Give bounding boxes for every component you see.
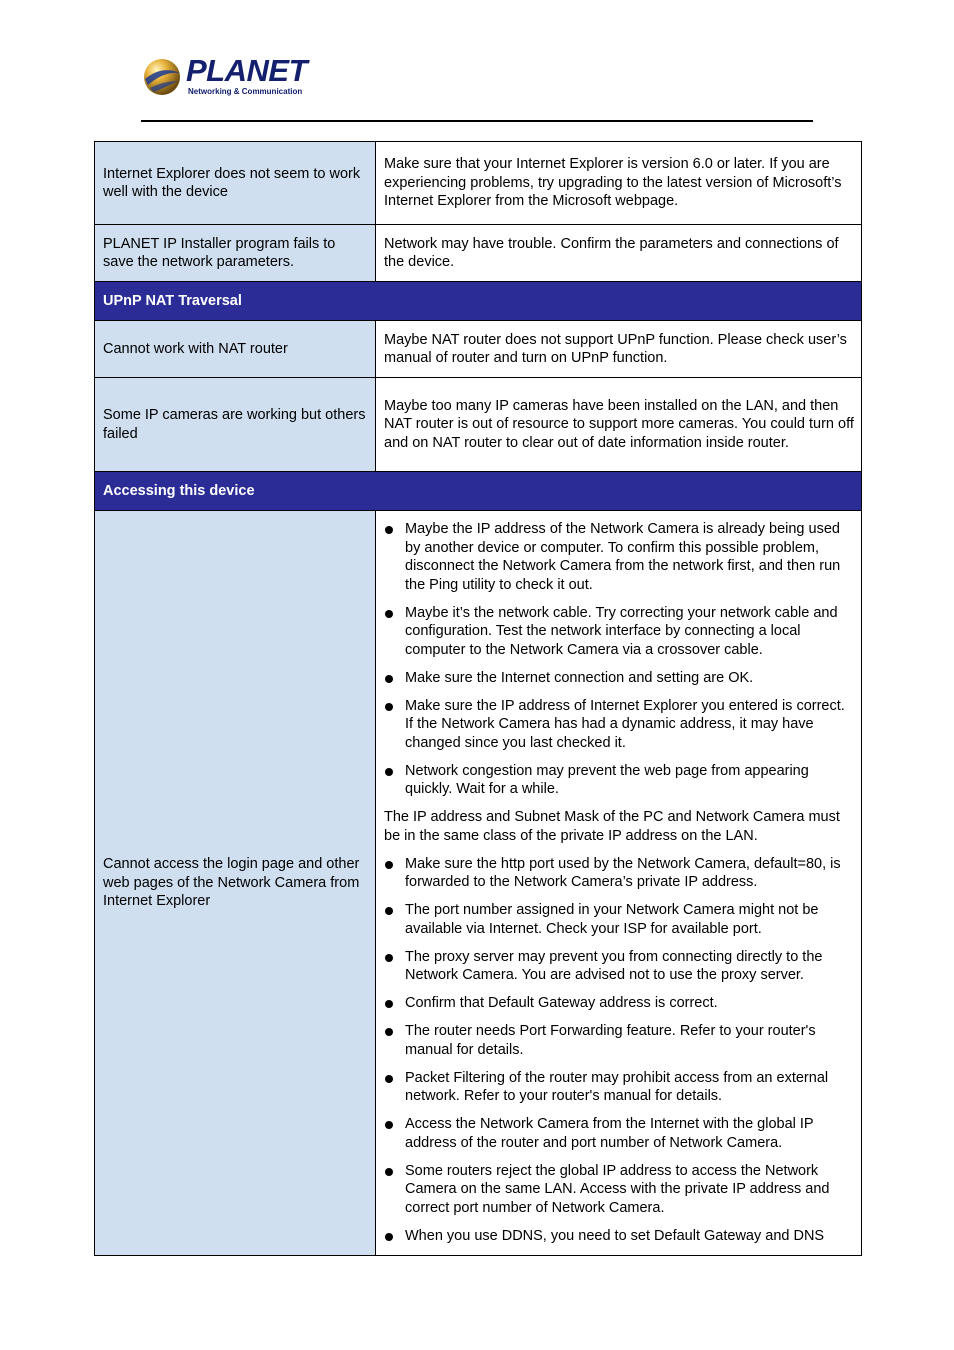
list-item: The port number assigned in your Network Camera might not be available via Internet. Check your ISP for available port.: [384, 901, 855, 938]
section-header-upnp: [95, 282, 862, 321]
answer-paragraph: The IP address and Subnet Mask of the PC and Network Camera must be in the same class of the private IP address on the LAN.: [384, 809, 840, 844]
section-header-access: [95, 472, 862, 511]
table-row: [95, 511, 862, 1256]
list-item: Network congestion may prevent the web page from appearing quickly. Wait for a while.: [384, 762, 855, 799]
question-cell: PLANET IP Installer program fails to save the network parameters.: [95, 225, 376, 282]
answer-cell: Maybe too many IP cameras have been installed on the LAN, and then NAT router is out of resource to support more cameras. You could turn off and on NAT router to clear out of date information inside router.: [376, 378, 862, 472]
list-item: The router needs Port Forwarding feature. Refer to your router's manual for details.: [384, 1022, 855, 1059]
answer-bullet-list: [384, 520, 855, 799]
section-title: UPnP NAT Traversal: [95, 282, 862, 321]
question-cell: Internet Explorer does not seem to work well with the device: [95, 142, 376, 225]
list-item: Some routers reject the global IP address to access the Network Camera on the same LAN. Access with the private IP address and correct port number of Network Camera.: [384, 1162, 855, 1218]
brand-name: PLANET: [186, 53, 307, 88]
list-item: Maybe the IP address of the Network Camera is already being used by another device or computer. To confirm this possible problem, disconnect the Network Camera from the network first, and then run the Ping utility to check it out.: [384, 520, 855, 594]
answer-cell: Network may have trouble. Confirm the parameters and connections of the device.: [376, 225, 862, 282]
question-cell: Cannot work with NAT router: [95, 321, 376, 378]
troubleshooting-table: [94, 141, 862, 1256]
answer-cell: Make sure that your Internet Explorer is version 6.0 or later. If you are experiencing problems, try upgrading to the latest version of Microsoft’s Internet Explorer from the Microsoft webpage.: [376, 142, 862, 225]
answer-cell: [376, 511, 862, 1256]
list-item: When you use DDNS, you need to set Default Gateway and DNS: [384, 1227, 855, 1246]
list-item: Make sure the http port used by the Network Camera, default=80, is forwarded to the Network Camera’s private IP address.: [384, 855, 855, 892]
brand-tagline: Networking & Communication: [188, 87, 303, 96]
list-item: The proxy server may prevent you from connecting directly to the Network Camera. You are advised not to use the proxy server.: [384, 948, 855, 985]
section-title: Accessing this device: [95, 472, 862, 511]
list-item: Maybe it’s the network cable. Try correcting your network cable and configuration. Test the network interface by connecting a local computer to the Network Camera via a crossover cable.: [384, 604, 855, 660]
list-item: Access the Network Camera from the Internet with the global IP address of the router and port number of Network Camera.: [384, 1115, 855, 1152]
list-item: Make sure the IP address of Internet Explorer you entered is correct. If the Network Camera has had a dynamic address, it may have changed since you last checked it.: [384, 697, 855, 753]
answer-cell: Maybe NAT router does not support UPnP function. Please check user’s manual of router and turn on UPnP function.: [376, 321, 862, 378]
list-item: Confirm that Default Gateway address is correct.: [384, 994, 855, 1013]
answer-bullet-list: [384, 855, 855, 1246]
table-row: [95, 378, 862, 472]
table-row: [95, 225, 862, 282]
list-item: Packet Filtering of the router may prohibit access from an external network. Refer to your router's manual for details.: [384, 1069, 855, 1106]
list-item: Make sure the Internet connection and setting are OK.: [384, 669, 855, 688]
globe-icon: [142, 57, 182, 97]
table-row: [95, 321, 862, 378]
question-cell: Some IP cameras are working but others failed: [95, 378, 376, 472]
planet-logo: [142, 55, 312, 100]
table-row: [95, 142, 862, 225]
question-cell: Cannot access the login page and other web pages of the Network Camera from Internet Explorer: [95, 511, 376, 1256]
header-rule: [141, 120, 813, 122]
